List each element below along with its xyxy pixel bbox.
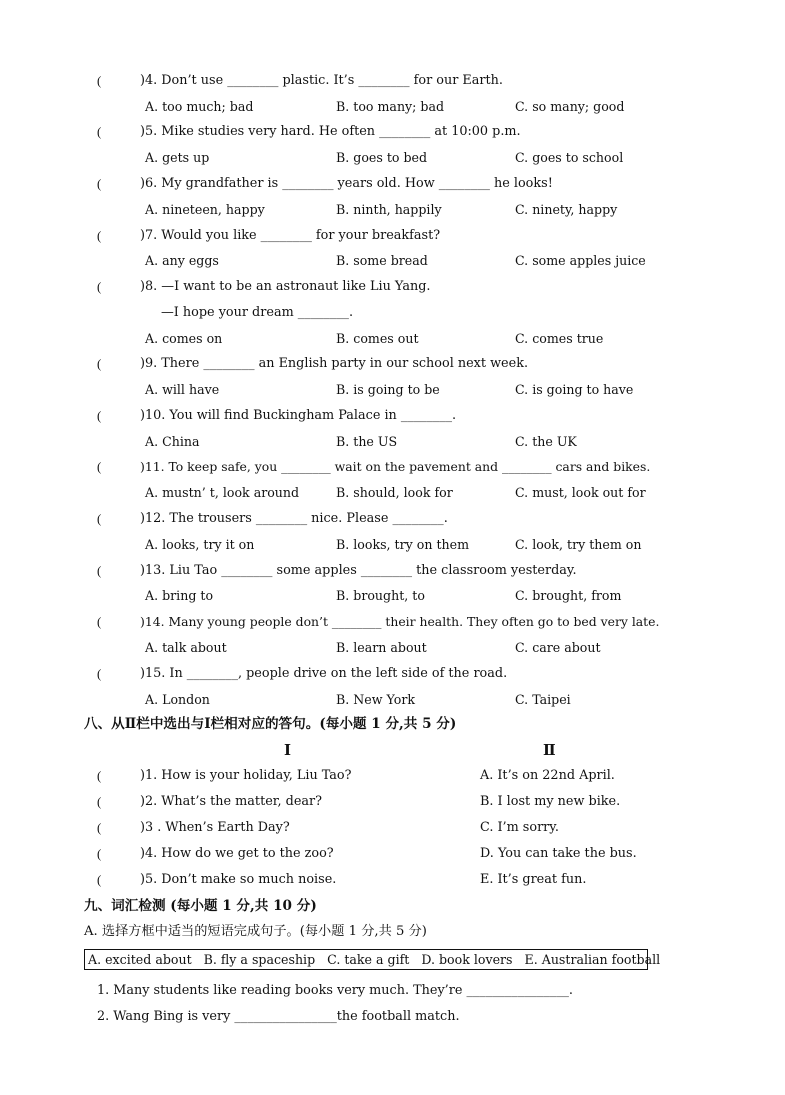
option-a: A. any eggs bbox=[145, 253, 219, 268]
question-stem: )14. Many young people don’t ________ their health. They often go to bed very late. bbox=[140, 614, 660, 629]
option-c: C. some apples juice bbox=[515, 253, 646, 268]
option-c: C. ninety, happy bbox=[515, 202, 618, 217]
match-answer: A. It’s on 22nd April. bbox=[480, 768, 615, 783]
match-question: )4. How do we get to the zoo? bbox=[140, 846, 334, 861]
answer-paren[interactable]: ( bbox=[97, 512, 102, 526]
question-stem: )12. The trousers ________ nice. Please ________. bbox=[140, 511, 448, 526]
option-c: C. brought, from bbox=[515, 588, 622, 603]
option-c: C. the UK bbox=[515, 434, 577, 449]
answer-paren[interactable]: ( bbox=[97, 615, 102, 629]
answer-paren[interactable]: ( bbox=[97, 125, 102, 139]
option-c: C. look, try them on bbox=[515, 537, 642, 552]
answer-paren[interactable]: ( bbox=[97, 873, 102, 887]
option-b: B. brought, to bbox=[336, 588, 425, 603]
answer-paren[interactable]: ( bbox=[97, 280, 102, 294]
answer-paren[interactable]: ( bbox=[97, 769, 102, 783]
option-b: B. the US bbox=[336, 434, 398, 449]
question-stem: )11. To keep safe, you ________ wait on the pavement and ________ cars and bikes. bbox=[140, 459, 651, 474]
answer-paren[interactable]: ( bbox=[97, 795, 102, 809]
option-b: B. too many; bad bbox=[336, 99, 445, 114]
option-a: A. talk about bbox=[145, 640, 227, 655]
match-question: )2. What’s the matter, dear? bbox=[140, 794, 323, 809]
match-question: )5. Don’t make so much noise. bbox=[140, 872, 337, 887]
column-two-header: Ⅱ bbox=[543, 741, 556, 759]
option-a: A. China bbox=[145, 434, 200, 449]
answer-paren[interactable]: ( bbox=[97, 357, 102, 371]
question-stem: )9. There ________ an English party in our school next week. bbox=[140, 356, 529, 371]
question-stem-line2: —I hope your dream ________. bbox=[161, 305, 354, 320]
option-a: A. gets up bbox=[145, 150, 210, 165]
option-a: A. nineteen, happy bbox=[145, 202, 265, 217]
option-b: B. comes out bbox=[336, 331, 419, 346]
answer-paren[interactable]: ( bbox=[97, 177, 102, 191]
option-b: B. New York bbox=[336, 692, 415, 707]
section-heading: 九、词汇检测 (每小题 1 分,共 10 分) bbox=[84, 898, 317, 914]
answer-paren[interactable]: ( bbox=[97, 74, 102, 88]
question-stem: )13. Liu Tao ________ some apples ________ the classroom yesterday. bbox=[140, 563, 577, 578]
fill-sentence: 1. Many students like reading books very much. They’re ________________. bbox=[97, 983, 573, 998]
answer-paren[interactable]: ( bbox=[97, 564, 102, 578]
section-heading: 八、从Ⅱ栏中选出与Ⅰ栏相对应的答句。(每小题 1 分,共 5 分) bbox=[84, 716, 457, 732]
option-c: C. so many; good bbox=[515, 99, 625, 114]
answer-paren[interactable]: ( bbox=[97, 821, 102, 835]
option-a: A. will have bbox=[145, 382, 220, 397]
match-answer: C. I’m sorry. bbox=[480, 820, 559, 835]
answer-paren[interactable]: ( bbox=[97, 460, 102, 474]
match-question: )1. How is your holiday, Liu Tao? bbox=[140, 768, 352, 783]
option-c: C. care about bbox=[515, 640, 601, 655]
option-c: C. Taipei bbox=[515, 692, 571, 707]
option-a: A. too much; bad bbox=[145, 99, 254, 114]
option-a: A. comes on bbox=[145, 331, 223, 346]
option-c: C. is going to have bbox=[515, 382, 634, 397]
part-a-instruction: A. 选择方框中适当的短语完成句子。(每小题 1 分,共 5 分) bbox=[84, 924, 427, 939]
option-b: B. looks, try on them bbox=[336, 537, 470, 552]
match-answer: E. It’s great fun. bbox=[480, 872, 587, 887]
option-a: A. looks, try it on bbox=[145, 537, 255, 552]
column-one-header: Ⅰ bbox=[284, 741, 292, 759]
option-b: B. learn about bbox=[336, 640, 427, 655]
question-stem: )4. Don’t use ________ plastic. It’s ________ for our Earth. bbox=[140, 73, 503, 88]
option-c: C. must, look out for bbox=[515, 485, 646, 500]
option-b: B. goes to bed bbox=[336, 150, 428, 165]
option-c: C. comes true bbox=[515, 331, 604, 346]
phrase-box-text: A. excited about B. fly a spaceship C. take a gift D. book lovers E. Australian football bbox=[88, 952, 661, 967]
option-b: B. ninth, happily bbox=[336, 202, 442, 217]
match-answer: B. I lost my new bike. bbox=[480, 794, 621, 809]
question-stem: )5. Mike studies very hard. He often ________ at 10:00 p.m. bbox=[140, 124, 521, 139]
option-a: A. mustn’ t, look around bbox=[145, 485, 300, 500]
question-stem: )6. My grandfather is ________ years old. How ________ he looks! bbox=[140, 176, 553, 191]
answer-paren[interactable]: ( bbox=[97, 229, 102, 243]
option-b: B. is going to be bbox=[336, 382, 440, 397]
answer-paren[interactable]: ( bbox=[97, 847, 102, 861]
option-b: B. should, look for bbox=[336, 485, 453, 500]
option-a: A. bring to bbox=[145, 588, 214, 603]
question-stem: )10. You will find Buckingham Palace in ________. bbox=[140, 408, 457, 423]
question-stem: )8. —I want to be an astronaut like Liu Yang. bbox=[140, 279, 431, 294]
answer-paren[interactable]: ( bbox=[97, 667, 102, 681]
question-stem: )7. Would you like ________ for your breakfast? bbox=[140, 228, 441, 243]
fill-sentence: 2. Wang Bing is very ________________the football match. bbox=[97, 1009, 460, 1024]
answer-paren[interactable]: ( bbox=[97, 409, 102, 423]
match-answer: D. You can take the bus. bbox=[480, 846, 637, 861]
option-c: C. goes to school bbox=[515, 150, 624, 165]
option-a: A. London bbox=[145, 692, 210, 707]
match-question: )3 . When’s Earth Day? bbox=[140, 820, 290, 835]
question-stem: )15. In ________, people drive on the left side of the road. bbox=[140, 666, 508, 681]
option-b: B. some bread bbox=[336, 253, 428, 268]
